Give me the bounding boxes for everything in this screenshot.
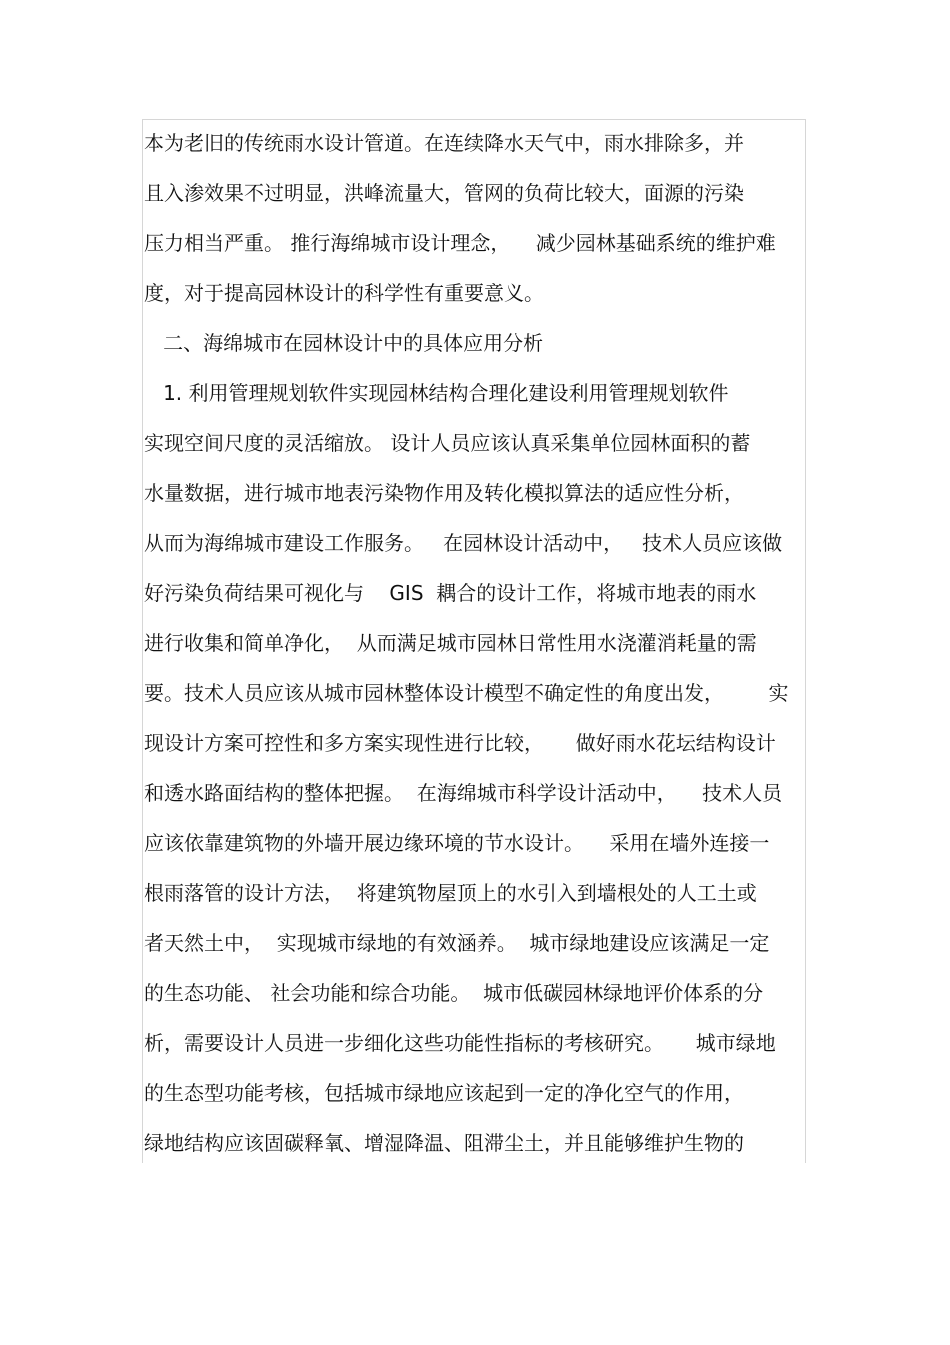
- text-line: 进行收集和简单净化， 从而满足城市园林日常性用水浇灌消耗量的需: [144, 631, 757, 655]
- text-line: 要。技术人员应该从城市园林整体设计模型不确定性的角度出发， 实: [144, 681, 789, 705]
- text-line: 水量数据，进行城市地表污染物作用及转化模拟算法的适应性分析，: [144, 481, 744, 505]
- text-line: 根雨落管的设计方法， 将建筑物屋顶上的水引入到墙根处的人工土或: [144, 881, 757, 905]
- text-line: 且入渗效果不过明显，洪峰流量大，管网的负荷比较大，面源的污染: [144, 181, 744, 205]
- section-heading: 二、海绵城市在园林设计中的具体应用分析: [144, 331, 544, 355]
- text-line: 和透水路面结构的整体把握。 在海绵城市科学设计活动中， 技术人员: [144, 781, 783, 805]
- text-line: 本为老旧的传统雨水设计管道。在连续降水天气中，雨水排除多，并: [144, 131, 744, 155]
- document-body: [144, 118, 808, 1168]
- text-line: 的生态型功能考核，包括城市绿地应该起到一定的净化空气的作用，: [144, 1081, 744, 1105]
- text-line: 压力相当严重。 推行海绵城市设计理念， 减少园林基础系统的维护难: [144, 231, 776, 255]
- text-line: 绿地结构应该固碳释氧、增湿降温、阻滞尘土，并且能够维护生物的: [144, 1131, 744, 1155]
- text-line: 实现空间尺度的灵活缩放。 设计人员应该认真采集单位园林面积的蓄: [144, 431, 751, 455]
- text-line: 现设计方案可控性和多方案实现性进行比较， 做好雨水花坛结构设计: [144, 731, 776, 755]
- text-line: 应该依靠建筑物的外墙开展边缘环境的节水设计。 采用在墙外连接一: [144, 831, 770, 855]
- text-line: 的生态功能、 社会功能和综合功能。 城市低碳园林绿地评价体系的分: [144, 981, 764, 1005]
- text-line: 析，需要设计人员进一步细化这些功能性指标的考核研究。 城市绿地: [144, 1031, 776, 1055]
- text-line: 好污染负荷结果可视化与 GIS 耦合的设计工作，将城市地表的雨水: [144, 581, 757, 605]
- subsection-heading: 1. 利用管理规划软件实现园林结构合理化建设利用管理规划软件: [144, 381, 729, 405]
- text-line: 者天然土中， 实现城市绿地的有效涵养。 城市绿地建设应该满足一定: [144, 931, 770, 955]
- text-line: 从而为海绵城市建设工作服务。 在园林设计活动中， 技术人员应该做: [144, 531, 783, 555]
- text-line: 度，对于提高园林设计的科学性有重要意义。: [144, 281, 544, 305]
